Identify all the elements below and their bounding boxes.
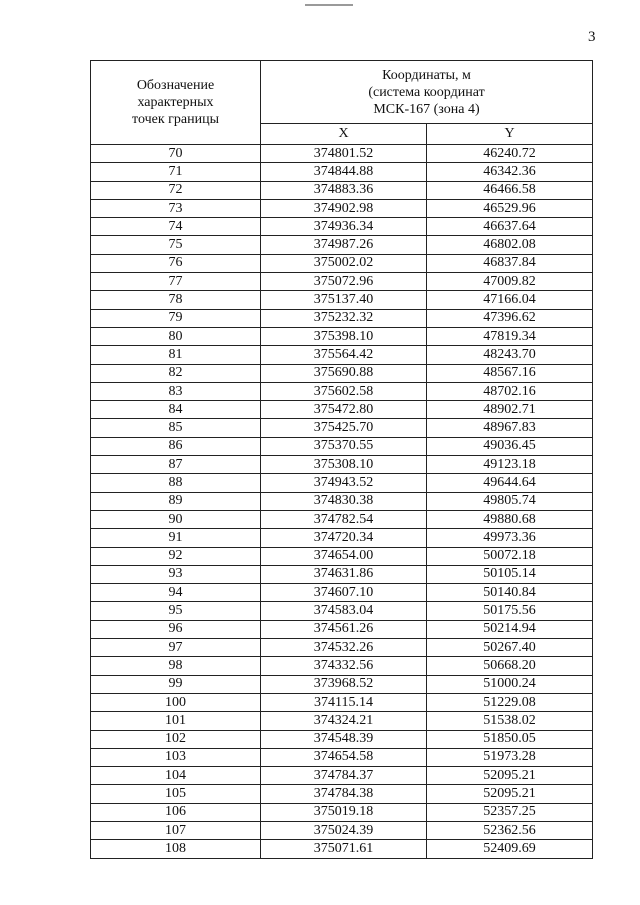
x-coordinate-cell: 374782.54 xyxy=(261,510,427,528)
table-row xyxy=(91,712,593,730)
point-cell: 82 xyxy=(91,364,261,382)
table-row xyxy=(91,840,593,858)
y-coordinate-cell: 48567.16 xyxy=(427,364,593,382)
table-row xyxy=(91,584,593,602)
point-cell: 71 xyxy=(91,163,261,181)
point-cell: 96 xyxy=(91,620,261,638)
y-coordinate-cell: 47396.62 xyxy=(427,309,593,327)
point-cell: 87 xyxy=(91,456,261,474)
y-coordinate-cell: 50072.18 xyxy=(427,547,593,565)
x-coordinate-cell: 375370.55 xyxy=(261,437,427,455)
y-coordinate-cell: 51538.02 xyxy=(427,712,593,730)
y-coordinate-cell: 46342.36 xyxy=(427,163,593,181)
point-cell: 108 xyxy=(91,840,261,858)
point-cell: 91 xyxy=(91,529,261,547)
table-row xyxy=(91,254,593,272)
point-cell: 92 xyxy=(91,547,261,565)
table-row xyxy=(91,529,593,547)
y-coordinate-cell: 47009.82 xyxy=(427,273,593,291)
x-coordinate-cell: 374324.21 xyxy=(261,712,427,730)
table-row xyxy=(91,401,593,419)
table-row xyxy=(91,748,593,766)
x-coordinate-cell: 375425.70 xyxy=(261,419,427,437)
table-row xyxy=(91,181,593,199)
table-row xyxy=(91,163,593,181)
x-coordinate-cell: 374631.86 xyxy=(261,565,427,583)
x-coordinate-cell: 373968.52 xyxy=(261,675,427,693)
y-coordinate-cell: 50105.14 xyxy=(427,565,593,583)
point-cell: 77 xyxy=(91,273,261,291)
header-y: Y xyxy=(427,124,593,145)
x-coordinate-cell: 374532.26 xyxy=(261,639,427,657)
point-cell: 107 xyxy=(91,821,261,839)
table-row xyxy=(91,382,593,400)
y-coordinate-cell: 50140.84 xyxy=(427,584,593,602)
x-coordinate-cell: 374902.98 xyxy=(261,199,427,217)
y-coordinate-cell: 46529.96 xyxy=(427,199,593,217)
point-cell: 93 xyxy=(91,565,261,583)
y-coordinate-cell: 52362.56 xyxy=(427,821,593,839)
x-coordinate-cell: 374801.52 xyxy=(261,145,427,163)
point-cell: 88 xyxy=(91,474,261,492)
point-cell: 102 xyxy=(91,730,261,748)
table-row xyxy=(91,364,593,382)
x-coordinate-cell: 374943.52 xyxy=(261,474,427,492)
header-point-designation xyxy=(91,61,261,145)
x-coordinate-cell: 374784.37 xyxy=(261,767,427,785)
header-point-line: Обозначение xyxy=(136,78,215,93)
y-coordinate-cell: 49973.36 xyxy=(427,529,593,547)
x-coordinate-cell: 374830.38 xyxy=(261,492,427,510)
x-coordinate-cell: 375137.40 xyxy=(261,291,427,309)
table-row xyxy=(91,309,593,327)
y-coordinate-cell: 46240.72 xyxy=(427,145,593,163)
y-coordinate-cell: 47819.34 xyxy=(427,327,593,345)
y-coordinate-cell: 51229.08 xyxy=(427,693,593,711)
x-coordinate-cell: 375071.61 xyxy=(261,840,427,858)
point-cell: 78 xyxy=(91,291,261,309)
x-coordinate-cell: 374936.34 xyxy=(261,218,427,236)
y-coordinate-cell: 52357.25 xyxy=(427,803,593,821)
y-coordinate-cell: 46466.58 xyxy=(427,181,593,199)
table-row xyxy=(91,675,593,693)
table-row xyxy=(91,199,593,217)
x-coordinate-cell: 375308.10 xyxy=(261,456,427,474)
scan-mark xyxy=(305,4,353,6)
y-coordinate-cell: 46837.84 xyxy=(427,254,593,272)
point-cell: 94 xyxy=(91,584,261,602)
x-coordinate-cell: 374548.39 xyxy=(261,730,427,748)
y-coordinate-cell: 49123.18 xyxy=(427,456,593,474)
point-cell: 74 xyxy=(91,218,261,236)
x-coordinate-cell: 374844.88 xyxy=(261,163,427,181)
y-coordinate-cell: 48243.70 xyxy=(427,346,593,364)
x-coordinate-cell: 374784.38 xyxy=(261,785,427,803)
point-cell: 90 xyxy=(91,510,261,528)
table-row xyxy=(91,218,593,236)
point-cell: 70 xyxy=(91,145,261,163)
table-header xyxy=(91,61,593,145)
header-coordinates xyxy=(261,61,593,124)
point-cell: 99 xyxy=(91,675,261,693)
table-row xyxy=(91,657,593,675)
table-row xyxy=(91,437,593,455)
point-cell: 72 xyxy=(91,181,261,199)
point-cell: 98 xyxy=(91,657,261,675)
table-row xyxy=(91,821,593,839)
header-row-1 xyxy=(91,61,593,124)
point-cell: 81 xyxy=(91,346,261,364)
y-coordinate-cell: 50175.56 xyxy=(427,602,593,620)
table-row xyxy=(91,456,593,474)
point-cell: 95 xyxy=(91,602,261,620)
x-coordinate-cell: 375564.42 xyxy=(261,346,427,364)
x-coordinate-cell: 375398.10 xyxy=(261,327,427,345)
point-cell: 100 xyxy=(91,693,261,711)
y-coordinate-cell: 52409.69 xyxy=(427,840,593,858)
table-row xyxy=(91,327,593,345)
point-cell: 75 xyxy=(91,236,261,254)
x-coordinate-cell: 374654.00 xyxy=(261,547,427,565)
point-cell: 97 xyxy=(91,639,261,657)
y-coordinate-cell: 51000.24 xyxy=(427,675,593,693)
y-coordinate-cell: 48902.71 xyxy=(427,401,593,419)
table-row xyxy=(91,419,593,437)
point-cell: 89 xyxy=(91,492,261,510)
point-cell: 79 xyxy=(91,309,261,327)
point-cell: 103 xyxy=(91,748,261,766)
header-coords-line: Координаты, м xyxy=(382,67,471,83)
x-coordinate-cell: 374332.56 xyxy=(261,657,427,675)
x-coordinate-cell: 374883.36 xyxy=(261,181,427,199)
y-coordinate-cell: 50267.40 xyxy=(427,639,593,657)
table-row xyxy=(91,346,593,364)
y-coordinate-cell: 49644.64 xyxy=(427,474,593,492)
table-row xyxy=(91,547,593,565)
table-row xyxy=(91,639,593,657)
header-x: X xyxy=(261,124,427,145)
x-coordinate-cell: 375232.32 xyxy=(261,309,427,327)
point-cell: 83 xyxy=(91,382,261,400)
x-coordinate-cell: 374607.10 xyxy=(261,584,427,602)
x-coordinate-cell: 375002.02 xyxy=(261,254,427,272)
table-row xyxy=(91,474,593,492)
x-coordinate-cell: 374115.14 xyxy=(261,693,427,711)
table-row xyxy=(91,565,593,583)
y-coordinate-cell: 48967.83 xyxy=(427,419,593,437)
y-coordinate-cell: 46802.08 xyxy=(427,236,593,254)
point-cell: 84 xyxy=(91,401,261,419)
header-point-line: характерных xyxy=(137,95,214,110)
table-row xyxy=(91,620,593,638)
x-coordinate-cell: 375072.96 xyxy=(261,273,427,291)
x-coordinate-cell: 375019.18 xyxy=(261,803,427,821)
point-cell: 86 xyxy=(91,437,261,455)
point-cell: 80 xyxy=(91,327,261,345)
table-row xyxy=(91,145,593,163)
table-row xyxy=(91,785,593,803)
y-coordinate-cell: 46637.64 xyxy=(427,218,593,236)
x-coordinate-cell: 374720.34 xyxy=(261,529,427,547)
header-coords-line: МСК-167 (зона 4) xyxy=(373,101,480,117)
y-coordinate-cell: 49036.45 xyxy=(427,437,593,455)
point-cell: 105 xyxy=(91,785,261,803)
table-row xyxy=(91,273,593,291)
table-row xyxy=(91,236,593,254)
y-coordinate-cell: 51973.28 xyxy=(427,748,593,766)
x-coordinate-cell: 374987.26 xyxy=(261,236,427,254)
coordinates-table xyxy=(90,60,593,859)
table-row xyxy=(91,730,593,748)
page-number: 3 xyxy=(588,29,596,45)
y-coordinate-cell: 49805.74 xyxy=(427,492,593,510)
y-coordinate-cell: 50214.94 xyxy=(427,620,593,638)
table-body xyxy=(91,145,593,859)
header-coords-line: (система координат xyxy=(368,84,485,100)
table-row xyxy=(91,767,593,785)
x-coordinate-cell: 375690.88 xyxy=(261,364,427,382)
y-coordinate-cell: 47166.04 xyxy=(427,291,593,309)
x-coordinate-cell: 375472.80 xyxy=(261,401,427,419)
table-row xyxy=(91,803,593,821)
x-coordinate-cell: 375602.58 xyxy=(261,382,427,400)
x-coordinate-cell: 374561.26 xyxy=(261,620,427,638)
y-coordinate-cell: 49880.68 xyxy=(427,510,593,528)
point-cell: 104 xyxy=(91,767,261,785)
x-coordinate-cell: 374583.04 xyxy=(261,602,427,620)
point-cell: 73 xyxy=(91,199,261,217)
x-coordinate-cell: 375024.39 xyxy=(261,821,427,839)
y-coordinate-cell: 48702.16 xyxy=(427,382,593,400)
point-cell: 101 xyxy=(91,712,261,730)
table-row xyxy=(91,492,593,510)
point-cell: 106 xyxy=(91,803,261,821)
y-coordinate-cell: 50668.20 xyxy=(427,657,593,675)
y-coordinate-cell: 52095.21 xyxy=(427,785,593,803)
point-cell: 76 xyxy=(91,254,261,272)
table-row xyxy=(91,291,593,309)
table-row xyxy=(91,510,593,528)
y-coordinate-cell: 52095.21 xyxy=(427,767,593,785)
y-coordinate-cell: 51850.05 xyxy=(427,730,593,748)
table-row xyxy=(91,602,593,620)
table-row xyxy=(91,693,593,711)
header-point-line: точек границы xyxy=(132,112,219,127)
point-cell: 85 xyxy=(91,419,261,437)
x-coordinate-cell: 374654.58 xyxy=(261,748,427,766)
